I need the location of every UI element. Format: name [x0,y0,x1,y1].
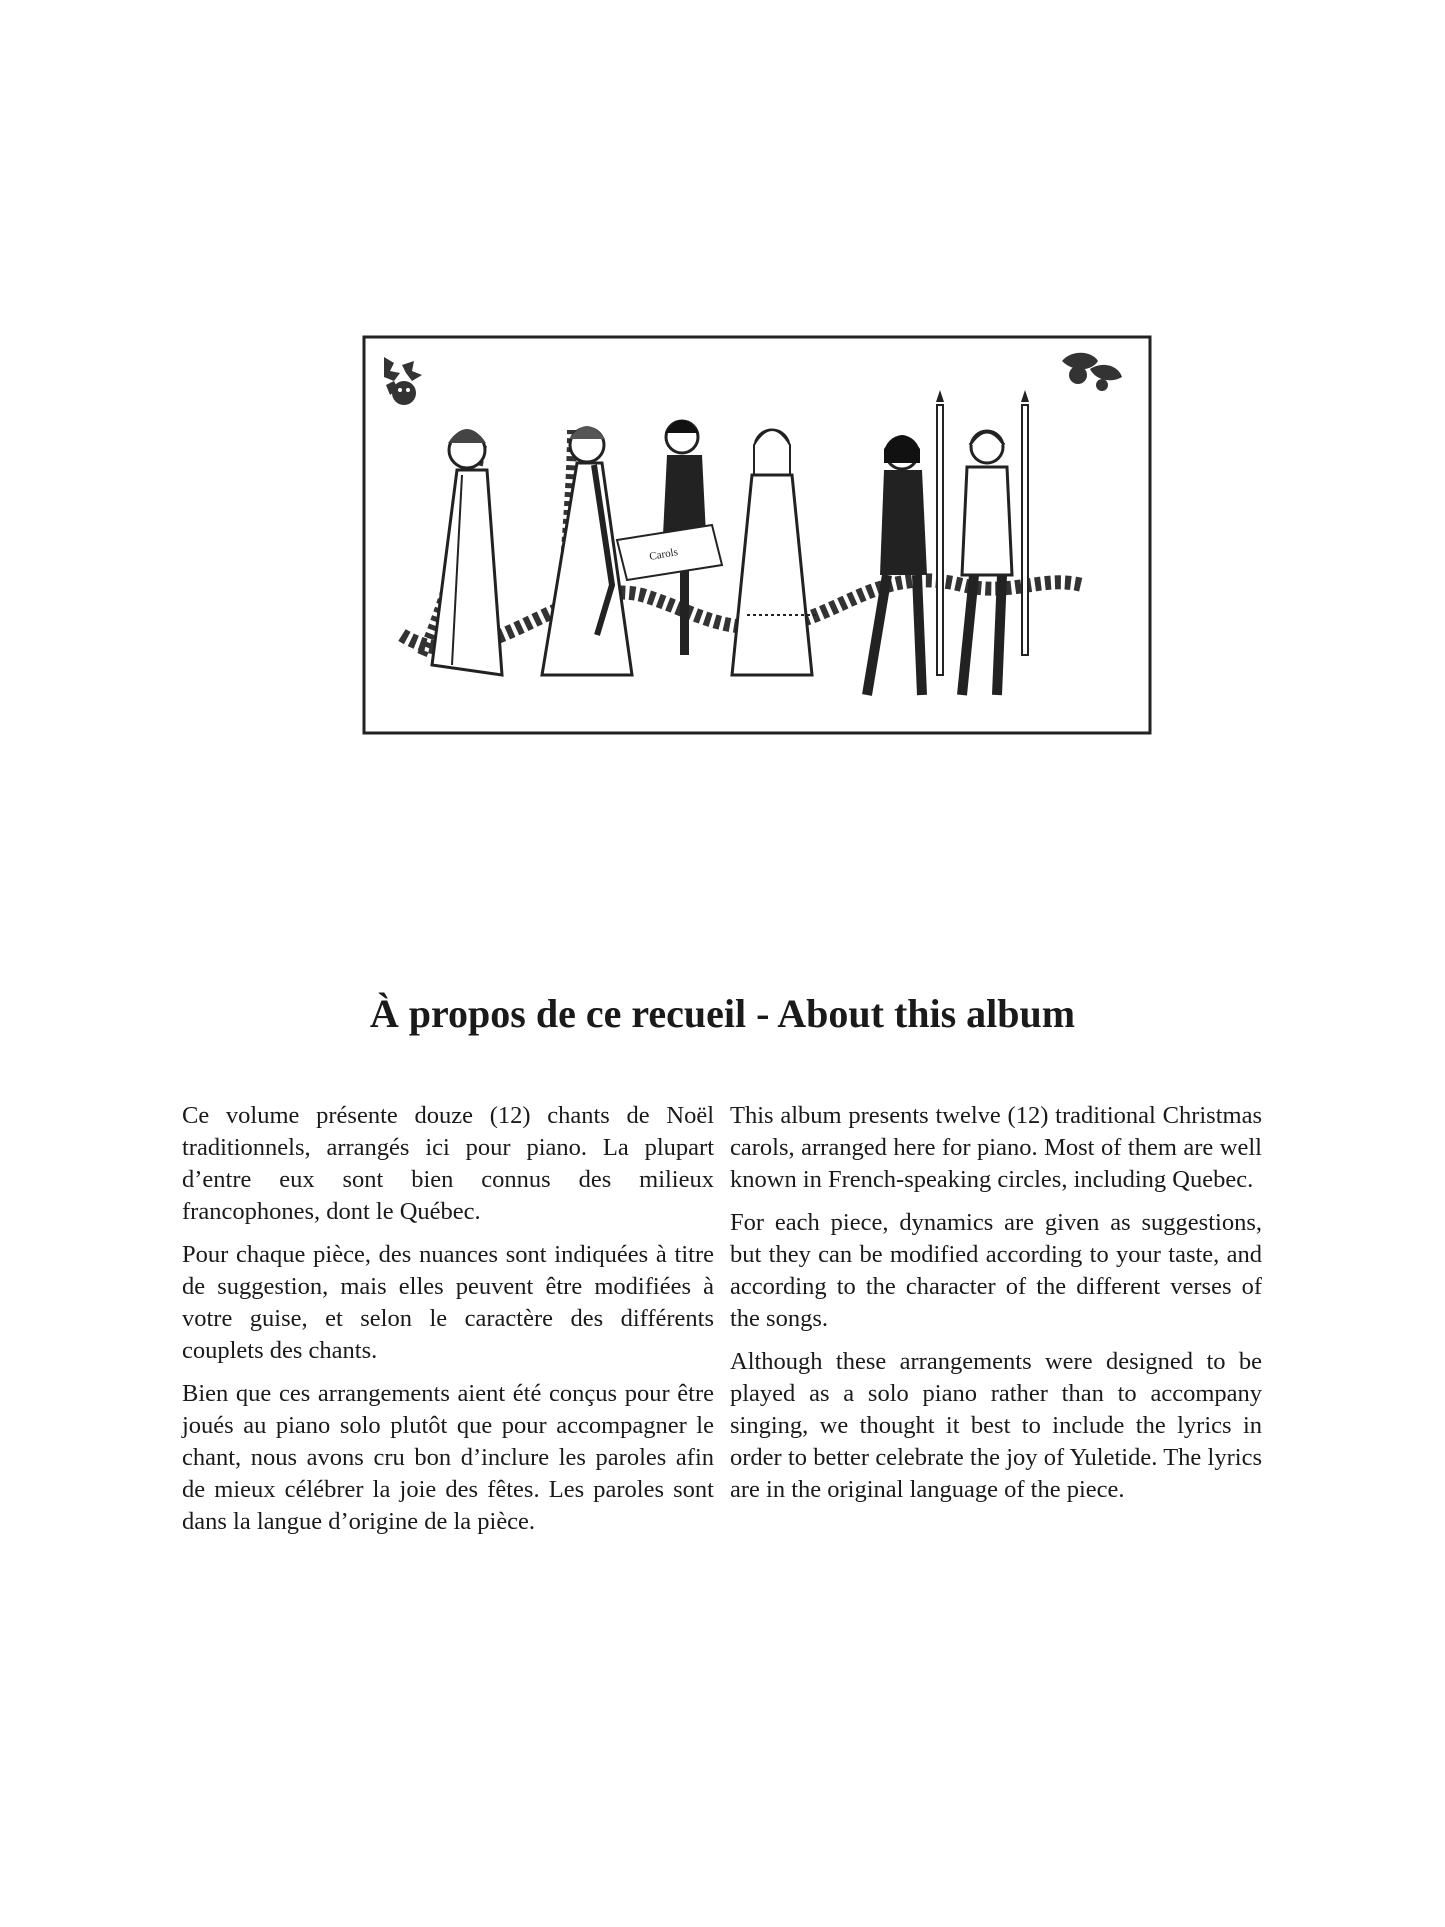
english-column [730,1100,1262,1517]
page-title: À propos de ce recueil - About this album [369,991,1076,1036]
french-paragraph: Pour chaque pièce, des nuances sont indiquées à titre de suggestion, mais elles peuvent être modifiées à votre guise, et selon le caractère des différents couplets des chants. [182,1241,714,1364]
french-column [182,1100,714,1549]
carolers-illustration [362,335,1152,735]
french-paragraph: Ce volume présente douze (12) chants de Noël traditionnels, arrangés ici pour piano. La plupart d’entre eux sont bien connus des milieux francophones, dont le Québec. [182,1102,714,1225]
english-paragraph: This album presents twelve (12) traditional Christmas carols, arranged here for piano. Most of them are well known in French-speaking circles, including Quebec. [730,1102,1262,1193]
french-paragraph: Bien que ces arrangements aient été conçus pour être joués au piano solo plutôt que pour accompagner le chant, nous avons cru bon d’inclure les paroles afin de mieux célébrer la joie des fêtes. Les paroles sont dans la langue d’origine de la pièce. [182,1380,714,1535]
scroll-text: Carols [648,546,679,563]
english-paragraph: Although these arrangements were designed to be played as a solo piano rather than to accompany singing, we thought it best to include the lyrics in order to better celebrate the joy of Yuletide. The lyrics are in the original language of the piece. [730,1348,1262,1503]
english-paragraph: For each piece, dynamics are given as suggestions, but they can be modified according to your taste, and according to the character of the different verses of the songs. [730,1209,1262,1332]
